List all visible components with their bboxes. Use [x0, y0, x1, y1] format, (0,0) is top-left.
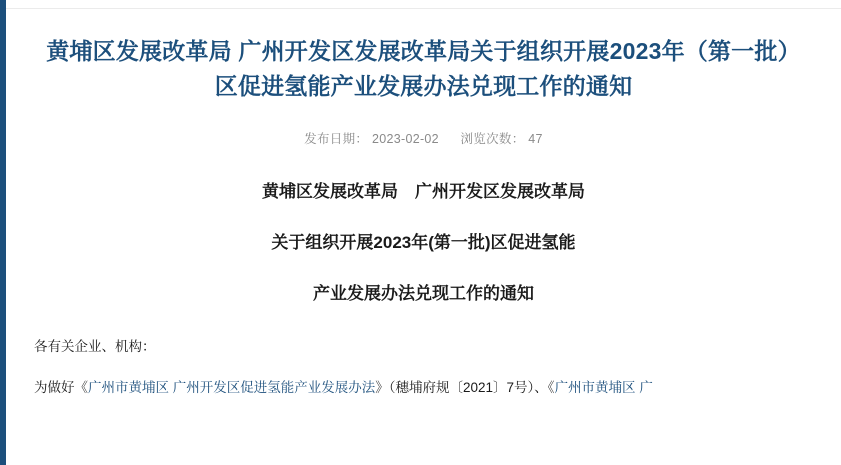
views-label: 浏览次数： [460, 132, 525, 146]
referenced-document-link-2[interactable]: 广州市黄埔区 广 [554, 380, 653, 395]
views-count: 47 [528, 132, 543, 146]
body-heading-line-2: 关于组织开展2023年(第一批)区促进氢能 [271, 233, 576, 252]
salutation: 各有关企业、机构： [34, 339, 156, 354]
document-content [6, 0, 841, 465]
document-meta [32, 129, 815, 147]
publish-date-value: 2023-02-02 [371, 132, 439, 146]
paragraph-mid-text: 》（穗埔府规〔2021〕7号）、《 [375, 380, 555, 395]
referenced-document-link-1[interactable]: 广州市黄埔区 广州开发区促进氢能产业发展办法 [88, 380, 376, 395]
page-title: 黄埔区发展改革局 广州开发区发展改革局关于组织开展2023年（第一批）区促进氢能产业发展办法兑现工作的通知 [46, 38, 801, 99]
body-heading [32, 177, 815, 309]
body-paragraph-1 [32, 375, 815, 401]
publish-date-label: 发布日期： [304, 132, 369, 146]
paragraph-lead-text: 为做好《 [34, 380, 88, 395]
body-heading-line-3: 产业发展办法兑现工作的通知 [313, 284, 534, 303]
body-heading-line-1: 黄埔区发展改革局 广州开发区发展改革局 [262, 182, 585, 201]
